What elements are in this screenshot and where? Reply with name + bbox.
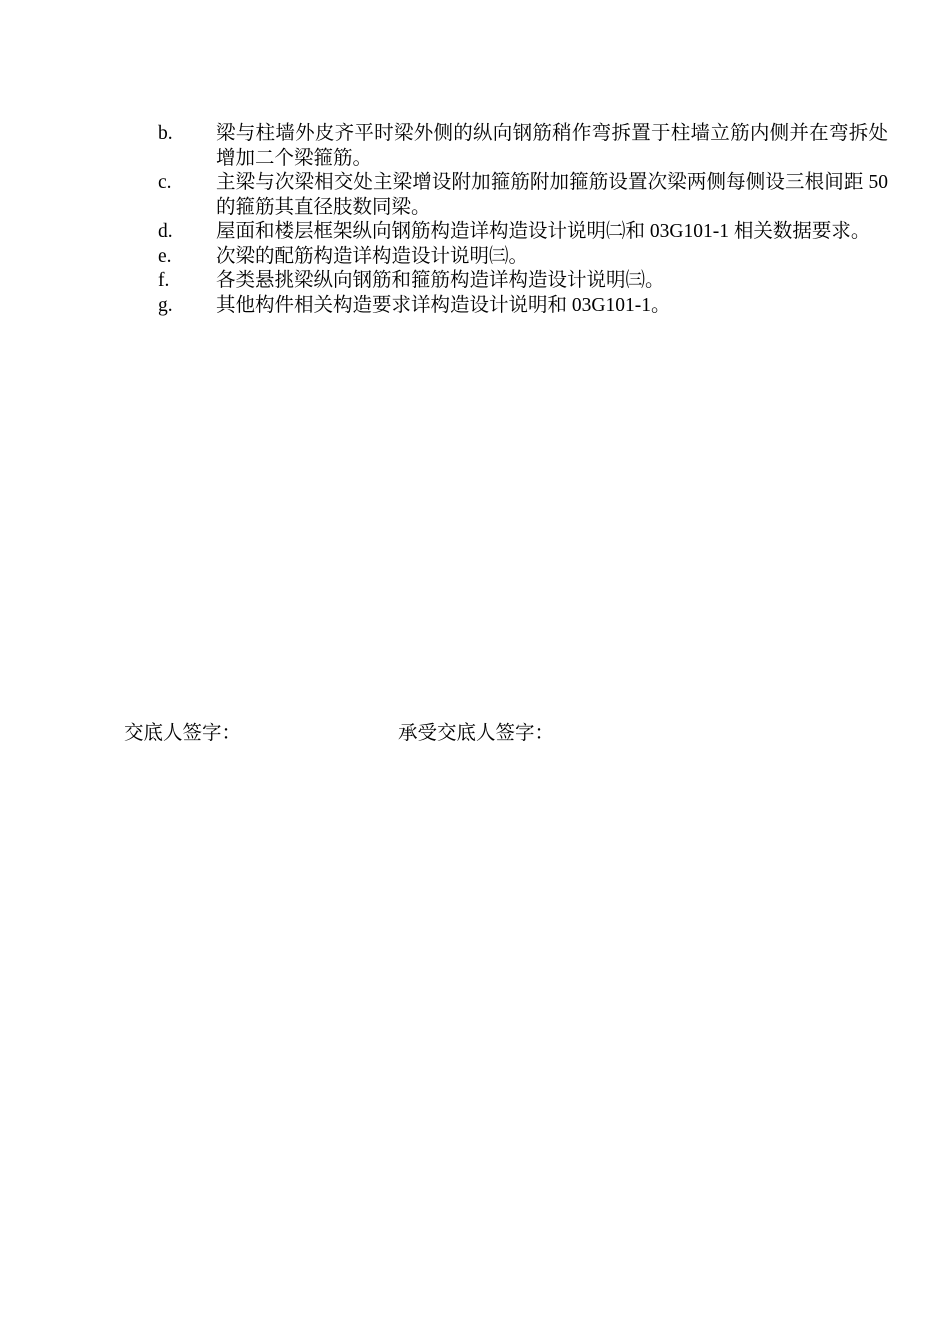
list-item: [158, 122, 888, 171]
item-text: 次梁的配筋构造详构造设计说明㈢。: [216, 245, 529, 267]
construction-notes-list: [158, 122, 888, 318]
item-marker: d.: [158, 221, 173, 242]
issuer-signature-label: 交底人签字：: [124, 723, 242, 744]
item-marker: f.: [158, 270, 170, 291]
item-marker: e.: [158, 245, 172, 267]
item-marker: b.: [158, 123, 173, 144]
item-marker: g.: [158, 294, 173, 316]
item-text: 各类悬挑梁纵向钢筋和箍筋构造详构造设计说明㈢。: [216, 270, 665, 291]
list-item: [158, 220, 888, 245]
list-item: [158, 269, 888, 294]
item-text: 其他构件相关构造要求详构造设计说明和 03G101-1。: [216, 294, 671, 316]
item-text: 主梁与次梁相交处主梁增设附加箍筋附加箍筋设置次梁两侧每侧设三根间距 50 的箍筋其直径肢数同梁。: [216, 172, 888, 218]
receiver-signature-label: 承受交底人签字：: [398, 723, 555, 744]
item-marker: c.: [158, 172, 172, 193]
signature-row: [0, 721, 950, 749]
item-text: 屋面和楼层框架纵向钢筋构造详构造设计说明㈡和 03G101-1 相关数据要求。: [216, 221, 871, 242]
list-item: [158, 245, 888, 270]
item-text: 梁与柱墙外皮齐平时梁外侧的纵向钢筋稍作弯拆置于柱墙立筋内侧并在弯拆处增加二个梁箍筋。: [216, 123, 888, 169]
list-item: [158, 294, 888, 319]
list-item: [158, 171, 888, 220]
